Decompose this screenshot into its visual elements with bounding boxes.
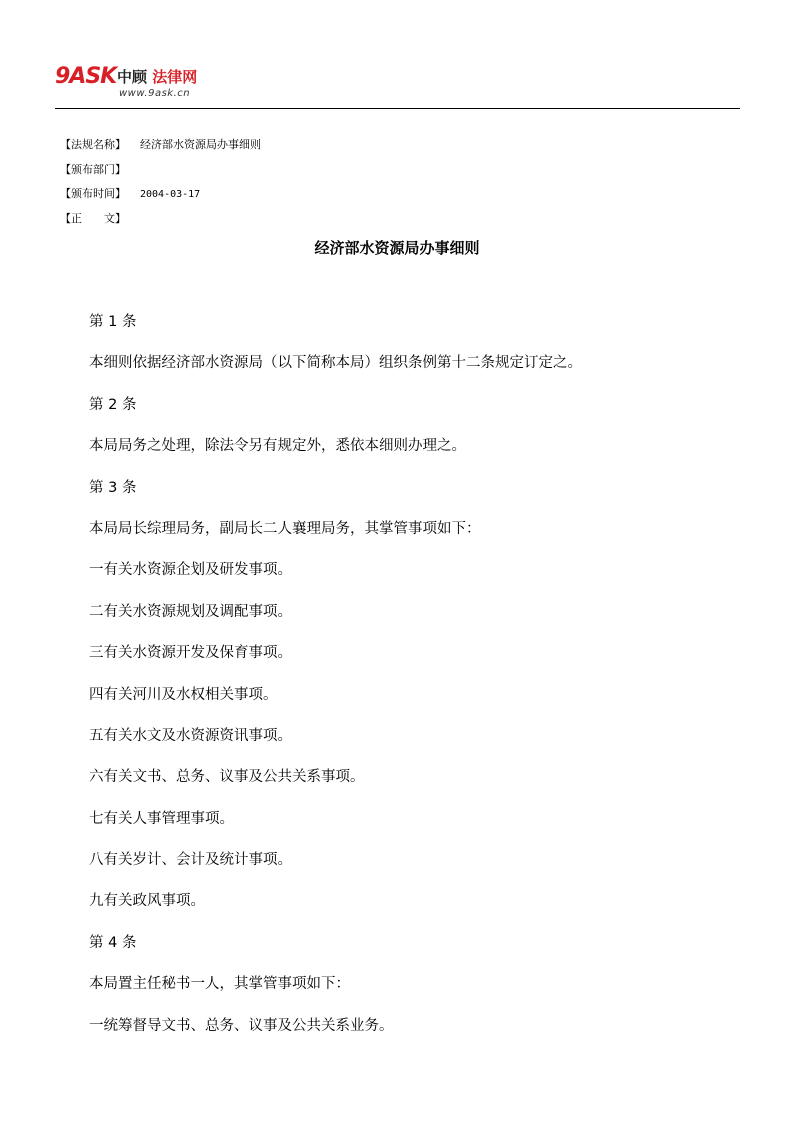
site-header bbox=[55, 62, 740, 110]
article-paragraph: 七有关人事管理事项。 bbox=[89, 810, 234, 827]
article-heading: 第 1 条 bbox=[89, 314, 137, 330]
meta-label-date: 【颁布时间】 bbox=[60, 187, 126, 200]
logo-brand-b: 法律网 bbox=[152, 68, 198, 86]
article-paragraph: 五有关水文及水资源资讯事项。 bbox=[89, 727, 292, 744]
article-paragraph: 四有关河川及水权相关事项。 bbox=[89, 686, 278, 703]
logo-brand-a: 中顾 bbox=[117, 68, 148, 86]
meta-row-dept bbox=[60, 158, 740, 183]
meta-label-body: 【正 文】 bbox=[60, 211, 126, 225]
article-paragraph: 二有关水资源规划及调配事项。 bbox=[89, 603, 292, 620]
article-heading: 第 2 条 bbox=[89, 396, 137, 413]
article-paragraph: 一有关水资源企划及研发事项。 bbox=[89, 562, 292, 579]
document-metadata bbox=[60, 133, 740, 231]
article-paragraph: 本局置主任秘书一人，其掌管事项如下： bbox=[89, 976, 350, 993]
meta-row-name bbox=[60, 133, 740, 158]
article-paragraph: 九有关政风事项。 bbox=[89, 893, 205, 910]
article-paragraph: 本局局务之处理，除法令另有规定外，悉依本细则办理之。 bbox=[89, 438, 466, 455]
logo-mark: 9ASK bbox=[55, 64, 117, 89]
document-body bbox=[89, 308, 739, 1053]
logo-url: www.9ask.cn bbox=[119, 88, 191, 99]
logo-brand bbox=[117, 67, 197, 87]
article-paragraph: 八有关岁计、会计及统计事项。 bbox=[89, 852, 292, 869]
meta-value-name: 经济部水资源局办事细则 bbox=[140, 138, 261, 151]
article-heading: 第 4 条 bbox=[89, 934, 137, 951]
article-heading: 第 3 条 bbox=[89, 479, 137, 496]
meta-label-name: 【法规名称】 bbox=[60, 138, 126, 151]
header-divider bbox=[55, 108, 740, 109]
meta-row-body bbox=[60, 207, 740, 232]
article-paragraph: 本局局长综理局务，副局长二人襄理局务，其掌管事项如下： bbox=[89, 520, 481, 537]
meta-label-dept: 【颁布部门】 bbox=[60, 162, 126, 176]
article-paragraph: 本细则依据经济部水资源局（以下简称本局）组织条例第十二条规定订定之。 bbox=[89, 355, 582, 372]
meta-row-date bbox=[60, 182, 740, 207]
site-logo[interactable] bbox=[55, 64, 215, 108]
document-title: 经济部水资源局办事细则 bbox=[314, 239, 480, 257]
article-paragraph: 六有关文书、总务、议事及公共关系事项。 bbox=[89, 769, 365, 786]
meta-value-date: 2004-03-17 bbox=[140, 189, 201, 200]
article-paragraph: 三有关水资源开发及保育事项。 bbox=[89, 645, 292, 662]
article-paragraph: 一统筹督导文书、总务、议事及公共关系业务。 bbox=[89, 1017, 394, 1034]
